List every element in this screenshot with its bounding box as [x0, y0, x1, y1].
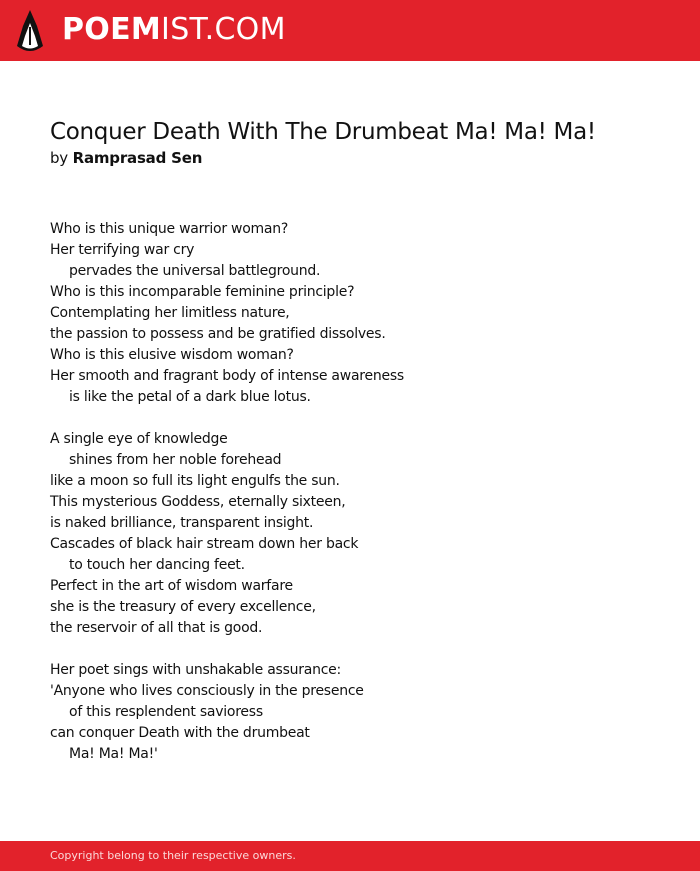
poem-stanza [50, 660, 670, 765]
poem-line: Who is this unique warrior woman? [50, 221, 289, 237]
poem-line: 'Anyone who lives consciously in the presence [50, 683, 364, 699]
poem-line: Contemplating her limitless nature, [50, 305, 290, 321]
poem-line: she is the treasury of every excellence, [50, 599, 316, 615]
poem-stanza [50, 429, 670, 639]
poem-line: Who is this incomparable feminine principle? [50, 284, 355, 300]
copyright-notice: Copyright belong to their respective owners. [50, 849, 296, 862]
poem-line: Who is this elusive wisdom woman? [50, 347, 294, 363]
poem-line: the passion to possess and be gratified dissolves. [50, 326, 386, 342]
poem-line: can conquer Death with the drumbeat [50, 725, 310, 741]
pen-nib-icon[interactable] [17, 10, 43, 52]
poem-line: Her poet sings with unshakable assurance: [50, 662, 341, 678]
poem-line: to touch her dancing feet. [69, 557, 245, 573]
poem-body [50, 219, 670, 786]
poem-title: Conquer Death With The Drumbeat Ma! Ma! Ma! [50, 119, 596, 145]
byline [50, 148, 202, 169]
author-name: Ramprasad Sen [72, 149, 203, 167]
poem-line: of this resplendent savioress [69, 704, 263, 720]
poem-line: Her terrifying war cry [50, 242, 195, 258]
logo-bold-text: POEM [62, 12, 162, 47]
poem-line: like a moon so full its light engulfs the sun. [50, 473, 340, 489]
poem-line: This mysterious Goddess, eternally sixteen, [50, 494, 346, 510]
logo-light-text: IST.COM [161, 12, 286, 47]
poem-line: A single eye of knowledge [50, 431, 228, 447]
by-label: by [50, 149, 68, 167]
poem-line: Cascades of black hair stream down her back [50, 536, 359, 552]
site-header [0, 0, 700, 61]
poem-line: shines from her noble forehead [69, 452, 282, 468]
poem-stanza [50, 219, 670, 408]
site-footer [0, 841, 700, 871]
poem-line: Her smooth and fragrant body of intense awareness [50, 368, 404, 384]
poem-line: Perfect in the art of wisdom warfare [50, 578, 293, 594]
site-logo[interactable] [62, 13, 286, 47]
poem-line: pervades the universal battleground. [69, 263, 321, 279]
poem-line: the reservoir of all that is good. [50, 620, 263, 636]
poem-line: Ma! Ma! Ma!' [69, 746, 158, 762]
poem-line: is naked brilliance, transparent insight. [50, 515, 314, 531]
poem-line: is like the petal of a dark blue lotus. [69, 389, 311, 405]
